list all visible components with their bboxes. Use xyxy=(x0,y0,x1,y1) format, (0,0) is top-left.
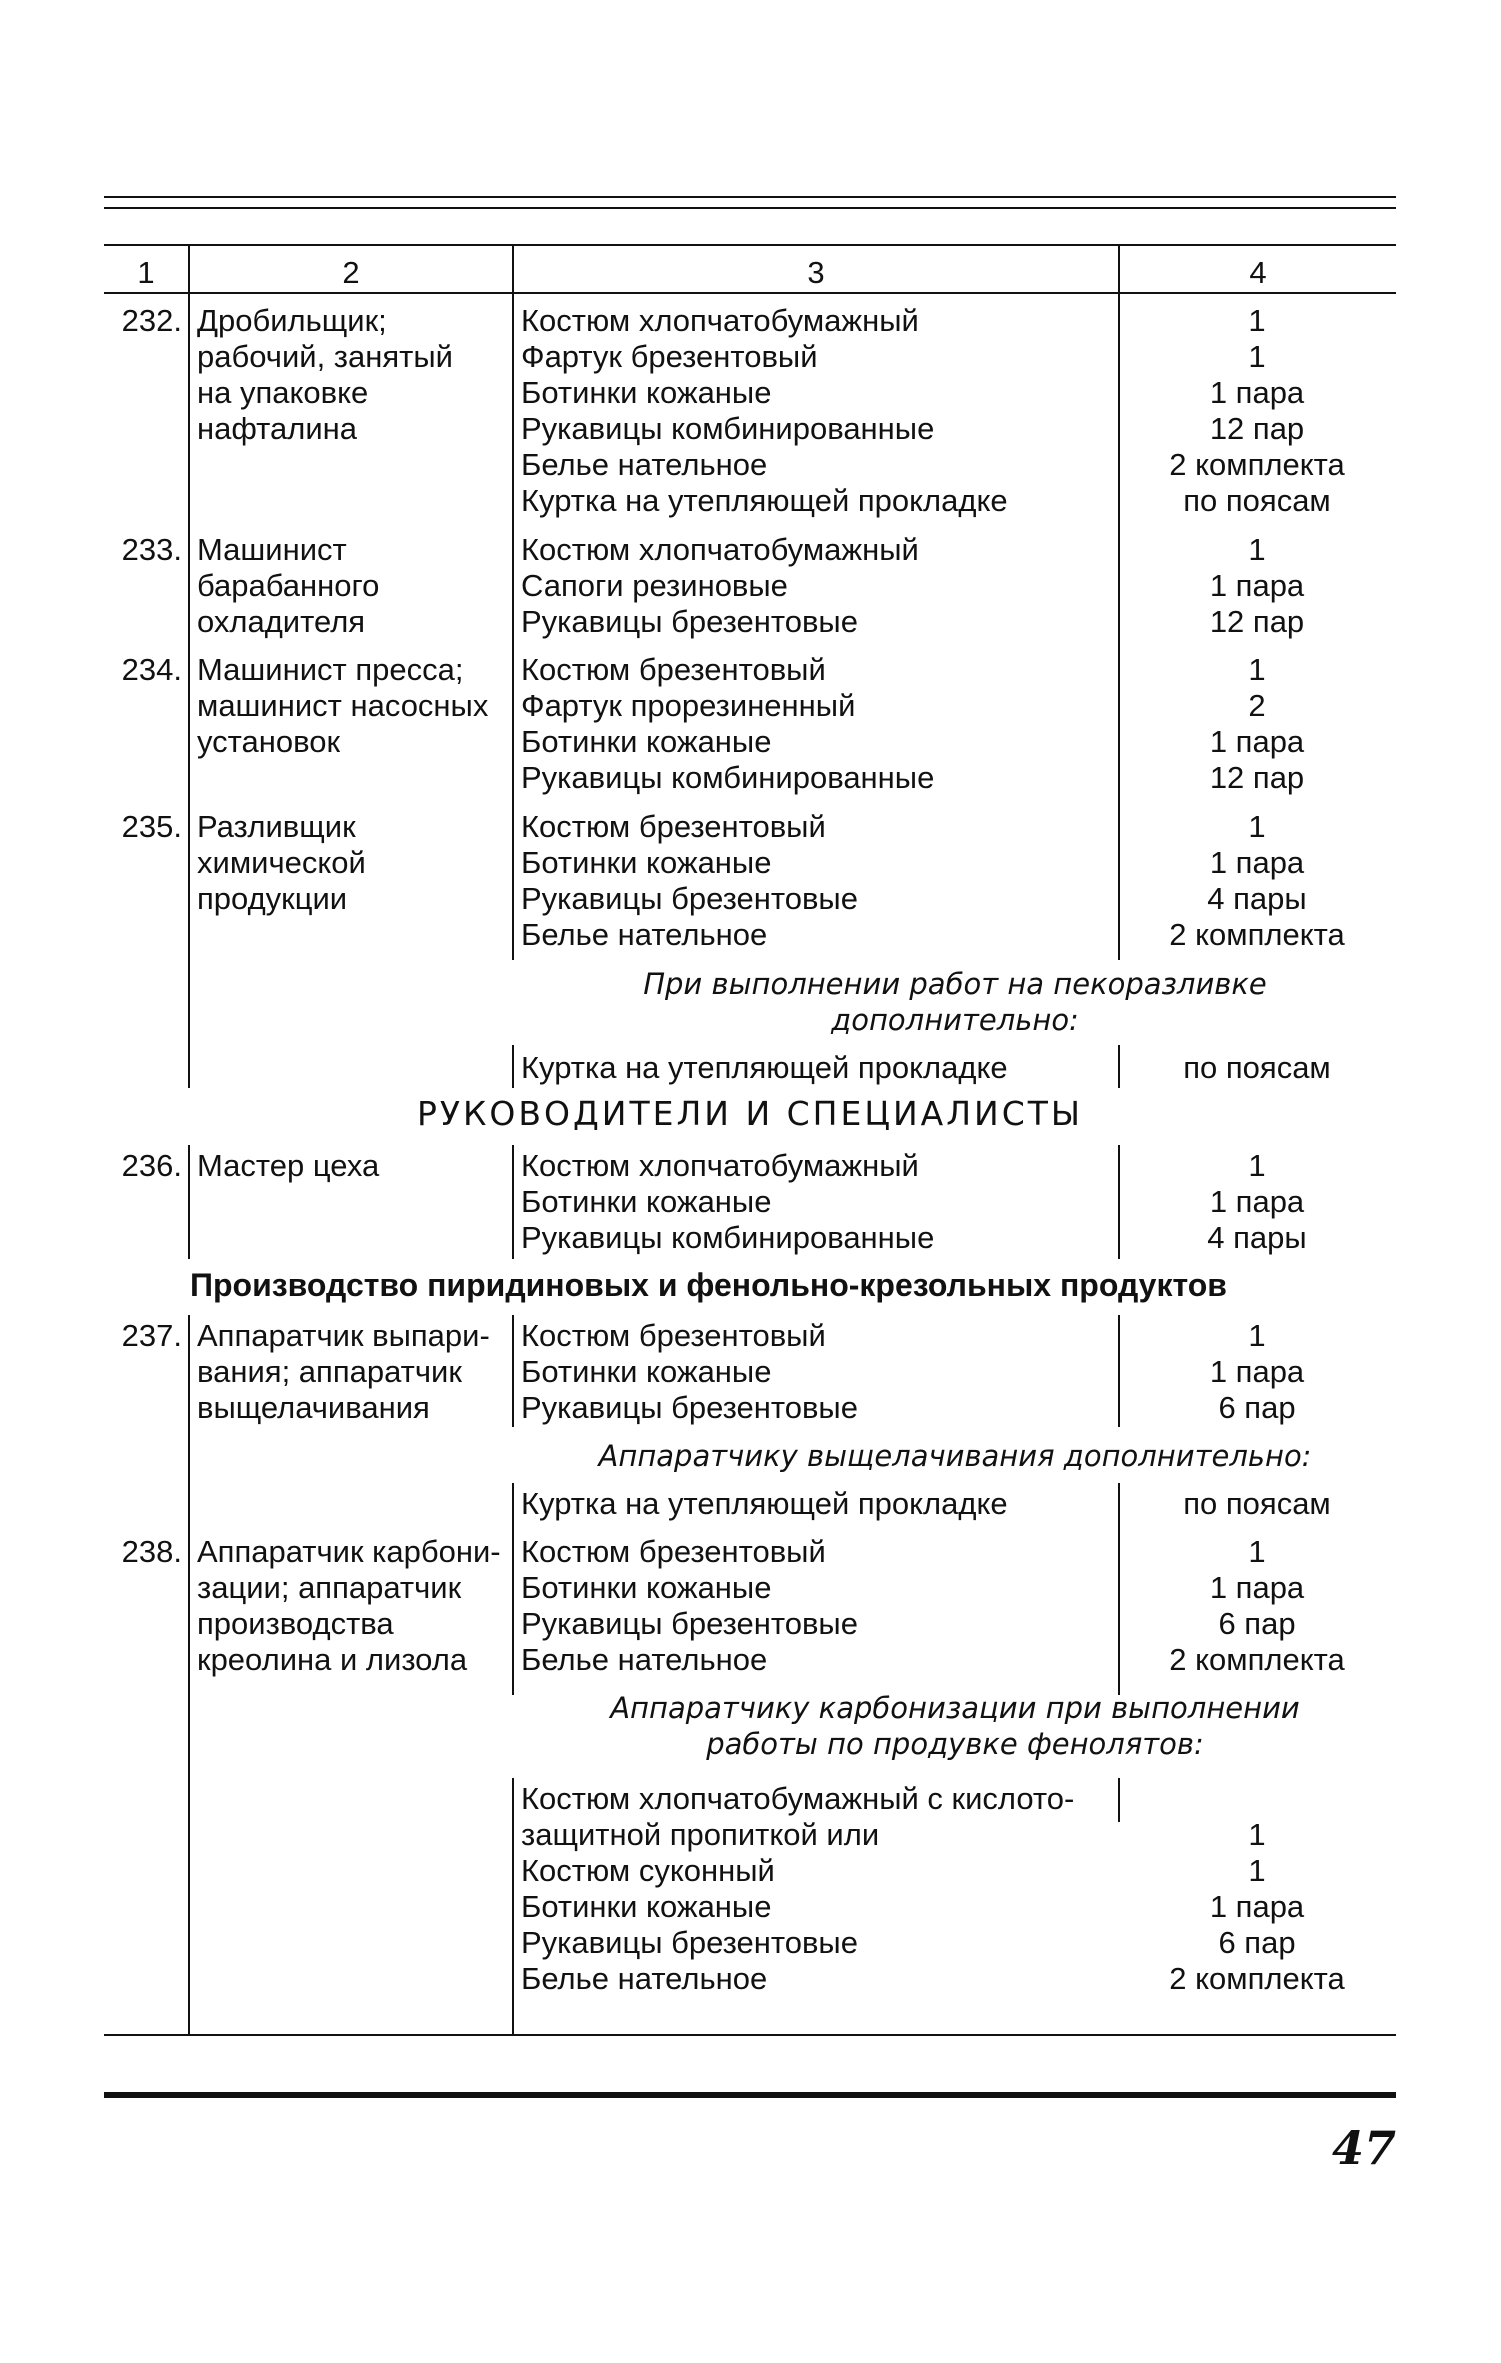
item: Костюм хлопчатобумажный xyxy=(521,532,919,567)
profession-line: химической xyxy=(197,845,366,880)
quantity: 1 пара xyxy=(1209,375,1305,410)
item: Костюм брезентовый xyxy=(521,809,826,844)
profession-line: охладителя xyxy=(197,604,366,639)
vline-col3 xyxy=(1118,244,1120,960)
quantity: 1 xyxy=(1248,532,1266,567)
row-number: 234. xyxy=(121,652,182,687)
item: Куртка на утепляющей прокладке xyxy=(521,483,1008,518)
quantity: по поясам xyxy=(1183,1050,1331,1085)
vline-col3 xyxy=(1118,1145,1120,1259)
profession-line: продукции xyxy=(197,881,348,916)
vline-col2 xyxy=(512,1145,514,1259)
header-col4: 4 xyxy=(1249,255,1267,290)
item: Рукавицы комбинированные xyxy=(521,760,935,795)
top-rule-2 xyxy=(104,207,1396,209)
footer-thick-rule xyxy=(104,2092,1396,2098)
item: Костюм хлопчатобумажный xyxy=(521,1148,919,1183)
item: Рукавицы брезентовые xyxy=(521,881,858,916)
quantity: 1 пара xyxy=(1209,1354,1305,1389)
item: Костюм хлопчатобумажный xyxy=(521,303,919,338)
item: Ботинки кожаные xyxy=(521,845,772,880)
vline-col2 xyxy=(512,1483,514,1695)
header-bottom-rule xyxy=(104,292,1396,294)
profession-line: производства xyxy=(197,1606,394,1641)
item: Костюм суконный xyxy=(521,1853,775,1888)
quantity: 1 xyxy=(1248,303,1266,338)
item: Рукавицы комбинированные xyxy=(521,411,935,446)
item: Костюм брезентовый xyxy=(521,652,826,687)
quantity: 1 xyxy=(1248,1853,1266,1888)
vline-col2 xyxy=(512,1778,514,2035)
header-col3: 3 xyxy=(807,255,825,290)
row-number: 235. xyxy=(121,809,182,844)
section-heading-pyridine: Производство пиридиновых и фенольно-крезольных продуктов xyxy=(190,1267,1227,1303)
item: Белье нательное xyxy=(521,1961,768,1996)
item: Ботинки кожаные xyxy=(521,1889,772,1924)
profession-line: машинист насосных xyxy=(197,688,489,723)
profession-line: Машинист xyxy=(197,532,347,567)
quantity: 2 комплекта xyxy=(1169,1961,1345,1996)
row-number: 233. xyxy=(121,532,182,567)
top-rule-1 xyxy=(104,196,1396,198)
table-top-rule xyxy=(104,244,1396,246)
vline-col2 xyxy=(512,1045,514,1088)
item: Рукавицы комбинированные xyxy=(521,1220,935,1255)
item: защитной пропиткой или xyxy=(521,1817,880,1852)
item: Рукавицы брезентовые xyxy=(521,1606,858,1641)
item: Рукавицы брезентовые xyxy=(521,1925,858,1960)
note-line: При выполнении работ на пекоразливке xyxy=(643,967,1267,1001)
quantity: 2 комплекта xyxy=(1169,1642,1345,1677)
profession-line: Аппаратчик карбони- xyxy=(197,1534,501,1569)
profession-line: Аппаратчик выпари- xyxy=(197,1318,490,1353)
vline-col2 xyxy=(512,1315,514,1427)
profession-line: Разливщик xyxy=(197,809,356,844)
quantity: 1 пара xyxy=(1209,1184,1305,1219)
vline-col3 xyxy=(1118,1483,1120,1695)
quantity: 6 пар xyxy=(1218,1606,1296,1641)
item: Белье нательное xyxy=(521,447,768,482)
quantity: 1 xyxy=(1248,1817,1266,1852)
quantity: 12 пар xyxy=(1209,411,1305,446)
item: Костюм брезентовый xyxy=(521,1318,826,1353)
item: Ботинки кожаные xyxy=(521,1570,772,1605)
profession-line: зации; аппаратчик xyxy=(197,1570,462,1605)
header-col2: 2 xyxy=(342,255,360,290)
quantity: 1 xyxy=(1248,1534,1266,1569)
quantity: по поясам xyxy=(1183,483,1331,518)
quantity: 4 пары xyxy=(1207,881,1307,916)
quantity: 12 пар xyxy=(1209,604,1305,639)
quantity: 1 xyxy=(1248,1148,1266,1183)
item: Костюм хлопчатобумажный с кислото- xyxy=(521,1781,1075,1816)
quantity: 4 пары xyxy=(1207,1220,1307,1255)
quantity: 1 пара xyxy=(1209,1889,1305,1924)
quantity: 2 комплекта xyxy=(1169,917,1345,952)
quantity: 6 пар xyxy=(1218,1925,1296,1960)
note-line: Аппаратчику выщелачивания дополнительно: xyxy=(598,1439,1312,1473)
profession-line: Машинист пресса; xyxy=(197,652,464,687)
section-heading-managers: РУКОВОДИТЕЛИ И СПЕЦИАЛИСТЫ xyxy=(416,1094,1084,1133)
vline-col2 xyxy=(512,244,514,960)
vline-col3 xyxy=(1118,1315,1120,1427)
item: Фартук прорезиненный xyxy=(521,688,856,723)
quantity: 12 пар xyxy=(1209,760,1305,795)
profession-line: Мастер цеха xyxy=(197,1148,380,1183)
note-line: дополнительно: xyxy=(831,1003,1079,1037)
item: Белье нательное xyxy=(521,1642,768,1677)
quantity: 6 пар xyxy=(1218,1390,1296,1425)
quantity: 2 комплекта xyxy=(1169,447,1345,482)
profession-line: на упаковке xyxy=(197,375,369,410)
item: Сапоги резиновые xyxy=(521,568,788,603)
vline-col1 xyxy=(188,244,190,1088)
vline-col3 xyxy=(1118,1778,1120,1822)
item: Ботинки кожаные xyxy=(521,1354,772,1389)
quantity: 1 пара xyxy=(1209,845,1305,880)
item: Фартук брезентовый xyxy=(521,339,818,374)
row-number: 236. xyxy=(121,1148,182,1183)
item: Костюм брезентовый xyxy=(521,1534,826,1569)
note-line: работы по продувке фенолятов: xyxy=(706,1727,1204,1761)
item: Ботинки кожаные xyxy=(521,724,772,759)
quantity: 2 xyxy=(1248,688,1266,723)
item: Рукавицы брезентовые xyxy=(521,604,858,639)
profession-line: креолина и лизола xyxy=(197,1642,468,1677)
header-col1: 1 xyxy=(137,255,155,290)
profession-line: нафталина xyxy=(197,411,358,446)
quantity: 1 xyxy=(1248,1318,1266,1353)
item: Куртка на утепляющей прокладке xyxy=(521,1050,1008,1085)
profession-line: Дробильщик; xyxy=(197,303,387,338)
item: Куртка на утепляющей прокладке xyxy=(521,1486,1008,1521)
page-number: 47 xyxy=(1331,2121,1396,2175)
note-line: Аппаратчику карбонизации при выполнении xyxy=(610,1691,1300,1725)
row-number: 232. xyxy=(121,303,182,338)
profession-line: барабанного xyxy=(197,568,380,603)
quantity: 1 пара xyxy=(1209,568,1305,603)
item: Ботинки кожаные xyxy=(521,1184,772,1219)
quantity: 1 xyxy=(1248,652,1266,687)
quantity: 1 xyxy=(1248,809,1266,844)
item: Ботинки кожаные xyxy=(521,375,772,410)
row-number: 238. xyxy=(121,1534,182,1569)
vline-col1 xyxy=(188,1145,190,1259)
quantity: 1 пара xyxy=(1209,1570,1305,1605)
item: Белье нательное xyxy=(521,917,768,952)
quantity: 1 пара xyxy=(1209,724,1305,759)
item: Рукавицы брезентовые xyxy=(521,1390,858,1425)
quantity: 1 xyxy=(1248,339,1266,374)
profession-line: рабочий, занятый xyxy=(197,339,453,374)
vline-col1 xyxy=(188,1315,190,2035)
profession-line: вания; аппаратчик xyxy=(197,1354,462,1389)
profession-line: установок xyxy=(197,724,341,759)
table-bottom-rule xyxy=(104,2034,1396,2036)
vline-col3 xyxy=(1118,1045,1120,1088)
profession-line: выщелачивания xyxy=(197,1390,430,1425)
row-number: 237. xyxy=(121,1318,182,1353)
quantity: по поясам xyxy=(1183,1486,1331,1521)
